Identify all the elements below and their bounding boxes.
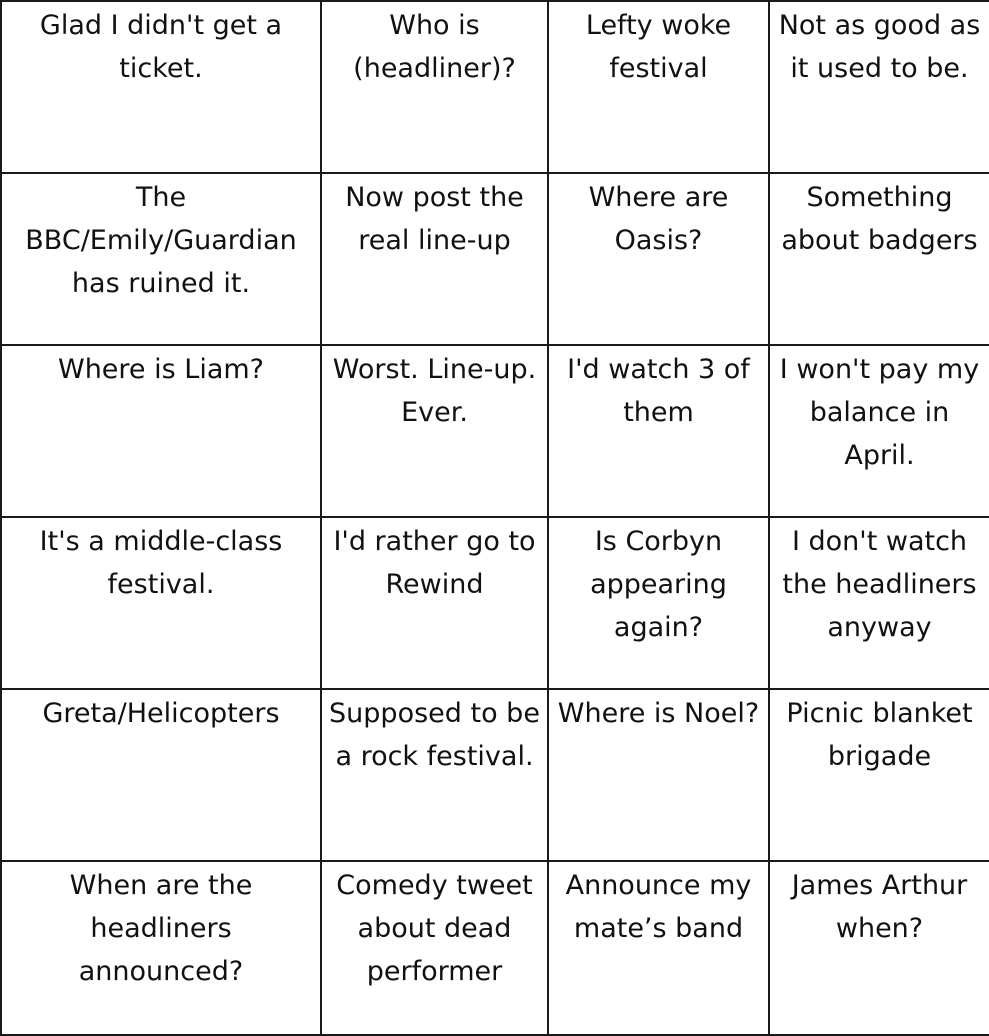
bingo-cell	[548, 517, 769, 689]
bingo-cell-text: Not as good as it used to be.	[778, 10, 981, 84]
bingo-cell-text: Greta/Helicopters	[42, 698, 280, 729]
bingo-cell-text: James Arthur when?	[791, 870, 968, 944]
bingo-cell	[1, 1, 321, 173]
bingo-cell	[321, 689, 548, 861]
bingo-cell-text: The BBC/Emily/Guardian has ruined it.	[25, 182, 297, 299]
bingo-cell	[321, 1, 548, 173]
bingo-cell-text: Is Corbyn appearing again?	[590, 526, 727, 643]
bingo-row	[1, 861, 989, 1035]
bingo-cell-text: I'd watch 3 of them	[567, 354, 750, 428]
bingo-cell-text: When are the headliners announced?	[69, 870, 253, 987]
bingo-cell-text: Now post the real line-up	[345, 182, 524, 256]
bingo-cell	[769, 1, 989, 173]
bingo-cell-text: I'd rather go to Rewind	[333, 526, 536, 600]
bingo-cell-text: Where is Liam?	[58, 354, 264, 385]
bingo-cell	[1, 517, 321, 689]
bingo-cell	[1, 173, 321, 345]
bingo-cell	[321, 345, 548, 517]
bingo-cell-text: I don't watch the headliners anyway	[782, 526, 977, 643]
bingo-row	[1, 173, 989, 345]
bingo-cell	[548, 861, 769, 1035]
bingo-cell-text: Glad I didn't get a ticket.	[39, 10, 283, 84]
bingo-cell-text: It's a middle-class festival.	[39, 526, 283, 600]
bingo-cell-text: Supposed to be a rock festival.	[329, 698, 540, 772]
bingo-cell	[1, 689, 321, 861]
bingo-cell	[548, 345, 769, 517]
bingo-cell-text: Worst. Line-up. Ever.	[332, 354, 537, 428]
bingo-cell	[1, 861, 321, 1035]
bingo-cell-text: Where are Oasis?	[588, 182, 729, 256]
bingo-cell	[321, 861, 548, 1035]
bingo-cell	[769, 861, 989, 1035]
bingo-cell-text: Comedy tweet about dead performer	[336, 870, 533, 987]
bingo-cell	[769, 689, 989, 861]
bingo-cell	[769, 345, 989, 517]
bingo-cell-text: Something about badgers	[781, 182, 978, 256]
bingo-cell-text: Who is (headliner)?	[353, 10, 516, 84]
bingo-cell	[321, 173, 548, 345]
bingo-row	[1, 1, 989, 173]
bingo-cell	[548, 1, 769, 173]
bingo-cell	[769, 173, 989, 345]
bingo-cell	[548, 173, 769, 345]
bingo-row	[1, 517, 989, 689]
bingo-cell-text: Where is Noel?	[557, 698, 760, 729]
bingo-row	[1, 345, 989, 517]
bingo-row	[1, 689, 989, 861]
bingo-cell	[548, 689, 769, 861]
bingo-cell-text: I won't pay my balance in April.	[779, 354, 980, 471]
bingo-cell-text: Picnic blanket brigade	[786, 698, 973, 772]
bingo-cell	[769, 517, 989, 689]
bingo-cell-text: Lefty woke festival	[585, 10, 732, 84]
bingo-cell	[321, 517, 548, 689]
bingo-cell	[1, 345, 321, 517]
bingo-cell-text: Announce my mate’s band	[565, 870, 752, 944]
